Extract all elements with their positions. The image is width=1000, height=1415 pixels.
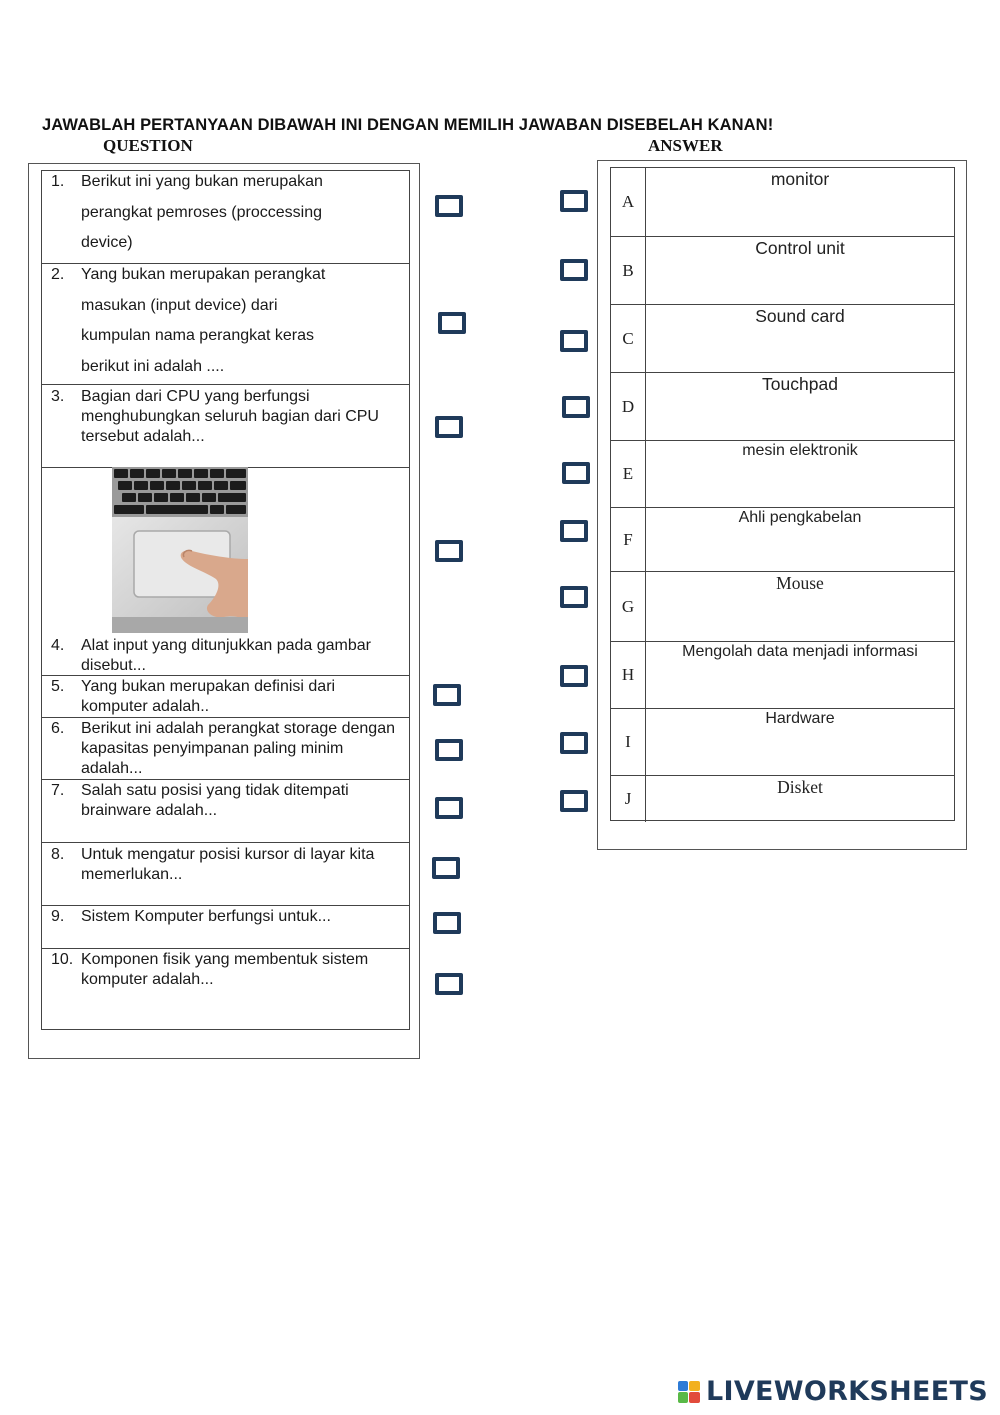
question-text: Salah satu posisi yang tidak ditempati brainware adalah... [81, 782, 349, 819]
answer-D-match-handle[interactable] [562, 396, 590, 418]
question-2-match-handle[interactable] [438, 312, 466, 334]
question-column-header: QUESTION [103, 136, 193, 155]
answer-C-match-handle[interactable] [560, 330, 588, 352]
question-1-match-handle[interactable] [435, 195, 463, 217]
touchpad-illustration [112, 467, 248, 633]
instruction-heading: JAWABLAH PERTANYAAN DIBAWAH INI DENGAN MEMILIH JAWABAN DISEBELAH KANAN! [42, 116, 774, 134]
answer-row-J [611, 775, 954, 822]
question-number: 8. [51, 846, 65, 863]
question-text: Bagian dari CPU yang berfungsi menghubungkan seluruh bagian dari CPU tersebut adalah... [81, 388, 379, 445]
question-row-5 [42, 675, 409, 717]
question-number: 4. [51, 637, 65, 654]
question-number: 7. [51, 782, 65, 799]
question-row-1 [42, 171, 409, 263]
question-row-6 [42, 717, 409, 779]
answer-letter: I [611, 709, 646, 775]
answer-text: mesin elektronik [742, 442, 858, 459]
question-9-match-handle[interactable] [433, 912, 461, 934]
liveworksheets-wordmark: LIVEWORKSHEETS [705, 1376, 988, 1407]
answer-letter: H [611, 642, 646, 708]
liveworksheets-logo [678, 1376, 988, 1407]
question-row-10 [42, 948, 409, 1030]
question-number: 10. [51, 951, 74, 968]
answer-letter: A [611, 168, 646, 236]
answer-row-I [611, 708, 954, 775]
question-number: 6. [51, 720, 65, 737]
answer-text: Sound card [755, 306, 845, 326]
question-text: Berikut ini yang bukan merupakan perangkat pemroses (proccessing device) [81, 173, 323, 251]
answer-table [610, 167, 955, 821]
question-text: Yang bukan merupakan definisi dari komputer adalah.. [81, 678, 336, 715]
answer-G-match-handle[interactable] [560, 586, 588, 608]
question-5-match-handle[interactable] [433, 684, 461, 706]
question-text: Untuk mengatur posisi kursor di layar kita memerlukan... [81, 846, 375, 883]
answer-A-match-handle[interactable] [560, 190, 588, 212]
question-row-8 [42, 842, 409, 905]
answer-text: Hardware [765, 710, 835, 727]
answer-row-B [611, 236, 954, 304]
answer-H-match-handle[interactable] [560, 665, 588, 687]
question-row-7 [42, 779, 409, 842]
answer-column-header: ANSWER [648, 136, 723, 155]
answer-letter: E [611, 441, 646, 507]
answer-letter: F [611, 508, 646, 571]
answer-letter: D [611, 373, 646, 440]
answer-row-H [611, 641, 954, 708]
question-4-match-handle[interactable] [435, 540, 463, 562]
question-text: Berikut ini adalah perangkat storage dengan kapasitas penyimpanan paling minim adalah... [81, 720, 395, 777]
question-text: Sistem Komputer berfungsi untuk... [81, 908, 331, 925]
answer-J-match-handle[interactable] [560, 790, 588, 812]
question-number: 2. [51, 266, 65, 283]
answer-letter: C [611, 305, 646, 372]
question-table [41, 170, 410, 1030]
answer-letter: B [611, 237, 646, 304]
question-number: 9. [51, 908, 65, 925]
question-3-match-handle[interactable] [435, 416, 463, 438]
answer-row-C [611, 304, 954, 372]
question-8-match-handle[interactable] [432, 857, 460, 879]
question-number: 3. [51, 388, 65, 405]
question-text: Komponen fisik yang membentuk sistem komputer adalah... [81, 951, 369, 988]
answer-letter: J [611, 776, 646, 822]
answer-text: Mengolah data menjadi informasi [682, 643, 918, 660]
answer-text: Ahli pengkabelan [738, 509, 862, 526]
question-number: 5. [51, 678, 65, 695]
answer-F-match-handle[interactable] [560, 520, 588, 542]
question-7-match-handle[interactable] [435, 797, 463, 819]
liveworksheets-badge-icon [678, 1381, 700, 1403]
question-10-match-handle[interactable] [435, 973, 463, 995]
answer-row-F [611, 507, 954, 571]
answer-B-match-handle[interactable] [560, 259, 588, 281]
answer-text: Disket [777, 777, 823, 797]
question-row-9 [42, 905, 409, 948]
answer-letter: G [611, 572, 646, 641]
answer-text: Control unit [755, 238, 845, 258]
question-text: Alat input yang ditunjukkan pada gambar disebut... [81, 637, 371, 674]
answer-row-E [611, 440, 954, 507]
answer-text: Mouse [776, 573, 824, 593]
question-row-3 [42, 384, 409, 467]
answer-row-A [611, 168, 954, 236]
answer-text: monitor [770, 169, 830, 189]
question-text: Yang bukan merupakan perangkat masukan (input device) dari kumpulan nama perangkat keras berikut ini adalah .... [81, 266, 326, 375]
question-number: 1. [51, 173, 65, 190]
question-row-2 [42, 263, 409, 384]
answer-I-match-handle[interactable] [560, 732, 588, 754]
answer-E-match-handle[interactable] [562, 462, 590, 484]
touchpad-photo [112, 467, 248, 633]
answer-row-D [611, 372, 954, 440]
question-6-match-handle[interactable] [435, 739, 463, 761]
answer-row-G [611, 571, 954, 641]
answer-text: Touchpad [762, 374, 838, 394]
